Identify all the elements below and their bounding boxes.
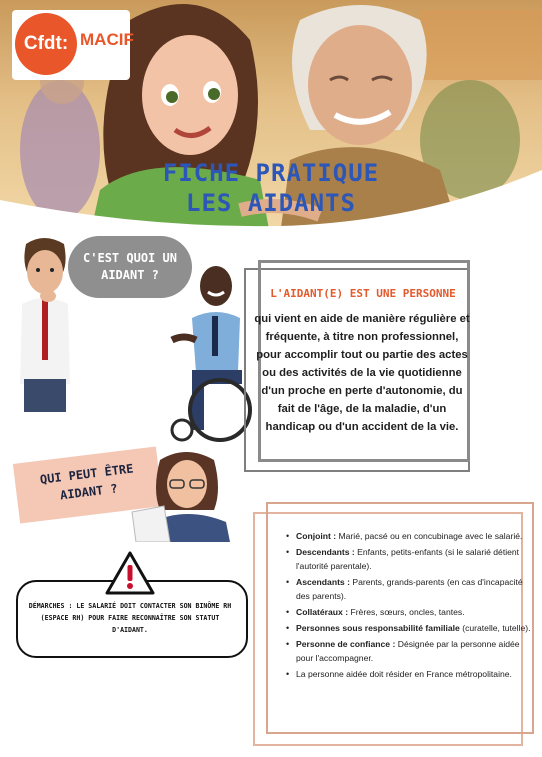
thinking-man-illustration — [14, 234, 74, 412]
definition-text: qui vient en aide de manière régulière et fréquente, à titre non professionnel, pour accomplir tout ou partie des actes ou des activités de la vie quotidienne d'un proche en perte d'autonomie, du fait de l'âge, de la maladie, d'un handicap ou d'un accident de la vie. — [254, 313, 470, 433]
woman-with-document-illustration — [130, 450, 240, 542]
page-title — [0, 158, 542, 218]
question-bubble-what-is-aidant: C'EST QUOI UN AIDANT ? — [68, 236, 192, 298]
definition-heading: L'AIDANT(E) EST UNE PERSONNE — [270, 287, 456, 300]
macif-logo-text: MACIF — [80, 30, 134, 49]
demarches-text: DÉMARCHES : LE SALARIÉ DOIT CONTACTER SON BINÔME RH (ESPACE RH) POUR FAIRE RECONNAÎTRE SON STATUT D'AIDANT. — [28, 602, 232, 634]
list-item: • Personnes sous responsabilité familiale (curatelle, tutelle). — [296, 622, 534, 636]
warning-triangle-icon — [104, 550, 156, 596]
title-line-2: LES AIDANTS — [186, 189, 356, 217]
cfdt-macif-logo — [12, 10, 134, 80]
list-item: • La personne aidée doit résider en France métropolitaine. — [296, 668, 534, 682]
title-line-1: FICHE PRATIQUE — [162, 159, 380, 187]
wheelchair-man-illustration — [162, 262, 252, 450]
list-item: • Collatéraux : Frères, sœurs, oncles, tantes. — [296, 606, 534, 620]
eligible-aidants-list — [284, 530, 534, 684]
list-item: • Personne de confiance : Désignée par la personne aidée pour l'accompagner. — [296, 638, 534, 665]
cfdt-logo: Cfdt: — [15, 13, 77, 75]
question-banner-who-can-be-aidant: QUI PEUT ÊTRE AIDANT ? — [13, 446, 163, 523]
list-item: • Conjoint : Marié, pacsé ou en concubinage avec le salarié. — [296, 530, 534, 544]
list-item: • Ascendants : Parents, grands-parents (en cas d'incapacité des parents). — [296, 576, 534, 603]
list-item: • Descendants : Enfants, petits-enfants (si le salarié détient l'autorité parentale). — [296, 546, 534, 573]
